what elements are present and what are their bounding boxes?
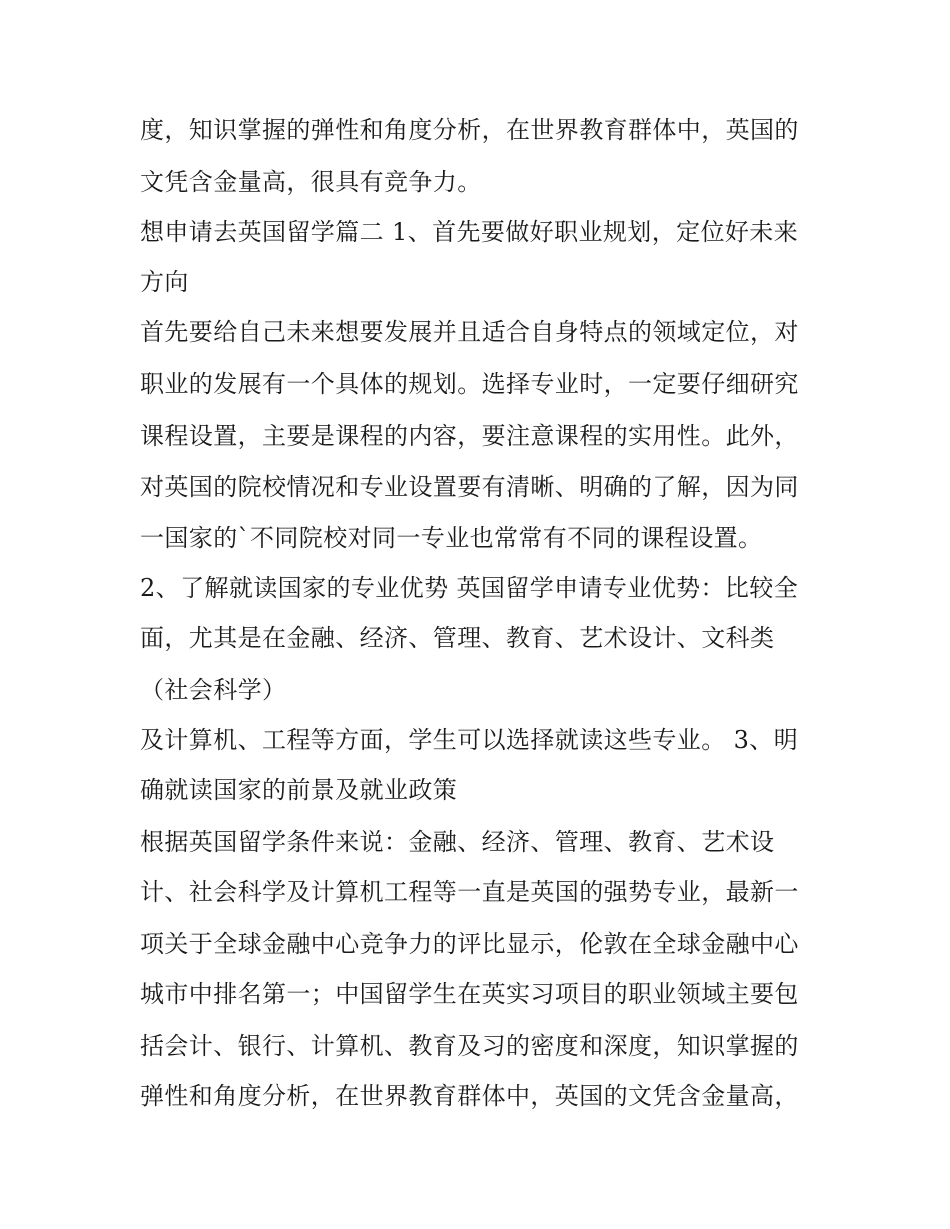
text-line: （社会科学） [140, 676, 287, 704]
text-line: 计、社会科学及计算机工程等一直是英国的强势专业，最新一 [140, 878, 799, 906]
text-line: 根据英国留学条件来说：金融、经济、管理、教育、艺术设 [140, 828, 775, 856]
text-line: 文凭含金量高，很具有竞争力。 [140, 168, 482, 196]
text-line: 弹性和角度分析，在世界教育群体中，英国的文凭含金量高， [140, 1082, 799, 1110]
text-line: 首先要给自己未来想要发展并且适合自身特点的领域定位，对 [140, 318, 799, 346]
text-line: 确就读国家的前景及就业政策 [140, 776, 458, 804]
text-line: 一国家的`不同院校对同一专业也常常有不同的课程设置。 [140, 524, 763, 552]
text-line: 2、了解就读国家的专业优势 英国留学申请专业优势：比较全 [140, 574, 799, 602]
text-line: 对英国的院校情况和专业设置要有清晰、明确的了解，因为同 [140, 473, 799, 501]
text-line: 及计算机、工程等方面，学生可以选择就读这些专业。 3、明 [140, 726, 799, 754]
text-line: 方向 [140, 268, 189, 296]
text-line: 括会计、银行、计算机、教育及习的密度和深度，知识掌握的 [140, 1032, 799, 1060]
text-line: 面，尤其是在金融、经济、管理、教育、艺术设计、文科类 [140, 624, 775, 652]
text-line: 度，知识掌握的弹性和角度分析，在世界教育群体中，英国的 [140, 116, 799, 144]
text-line: 想申请去英国留学篇二 1、首先要做好职业规划，定位好未来 [140, 218, 799, 246]
text-line: 项关于全球金融中心竞争力的评比显示，伦敦在全球金融中心 [140, 930, 799, 958]
text-line: 课程设置，主要是课程的内容，要注意课程的实用性。此外， [140, 422, 799, 450]
text-line: 职业的发展有一个具体的规划。选择专业时，一定要仔细研究 [140, 370, 799, 398]
text-line: 城市中排名第一；中国留学生在英实习项目的职业领域主要包 [140, 980, 799, 1008]
